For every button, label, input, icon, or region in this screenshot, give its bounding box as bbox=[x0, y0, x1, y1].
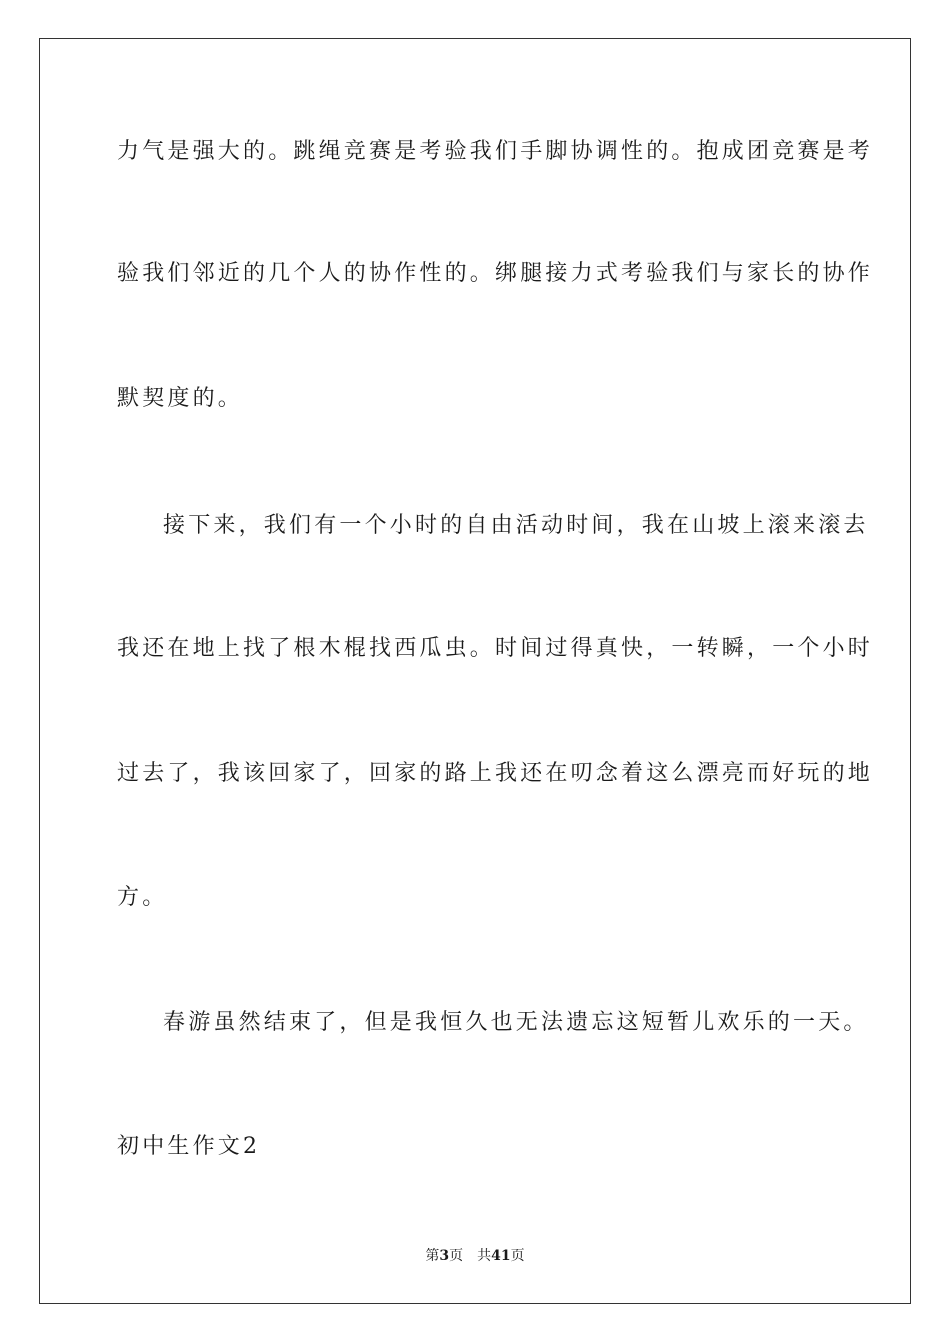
page-footer bbox=[0, 1246, 950, 1266]
total-suffix: 页 bbox=[510, 1248, 525, 1264]
body-text-line: 方。 bbox=[117, 885, 168, 910]
body-text-line: 过去了，我该回家了，回家的路上我还在叨念着这么漂亮而好玩的地 bbox=[117, 761, 874, 786]
page-prefix: 第 bbox=[425, 1248, 440, 1264]
body-text-line: 默契度的。 bbox=[117, 386, 244, 411]
section-heading: 初中生作文2 bbox=[117, 1134, 261, 1159]
body-text-line: 验我们邻近的几个人的协作性的。绑腿接力式考验我们与家长的协作 bbox=[117, 261, 874, 286]
page-frame bbox=[39, 38, 911, 1304]
paragraph-first-line: 接下来，我们有一个小时的自由活动时间，我在山坡上滚来滚去 bbox=[163, 513, 869, 538]
body-text-line: 力气是强大的。跳绳竞赛是考验我们手脚协调性的。抱成团竞赛是考 bbox=[117, 139, 874, 164]
total-pages: 41 bbox=[491, 1248, 511, 1264]
page-suffix: 页 bbox=[449, 1248, 464, 1264]
total-prefix: 共 bbox=[477, 1248, 492, 1264]
page-number: 3 bbox=[439, 1248, 450, 1264]
paragraph-first-line: 春游虽然结束了，但是我恒久也无法遗忘这短暂儿欢乐的一天。 bbox=[163, 1010, 869, 1035]
body-text-line: 我还在地上找了根木棍找西瓜虫。时间过得真快，一转瞬，一个小时 bbox=[117, 636, 874, 661]
